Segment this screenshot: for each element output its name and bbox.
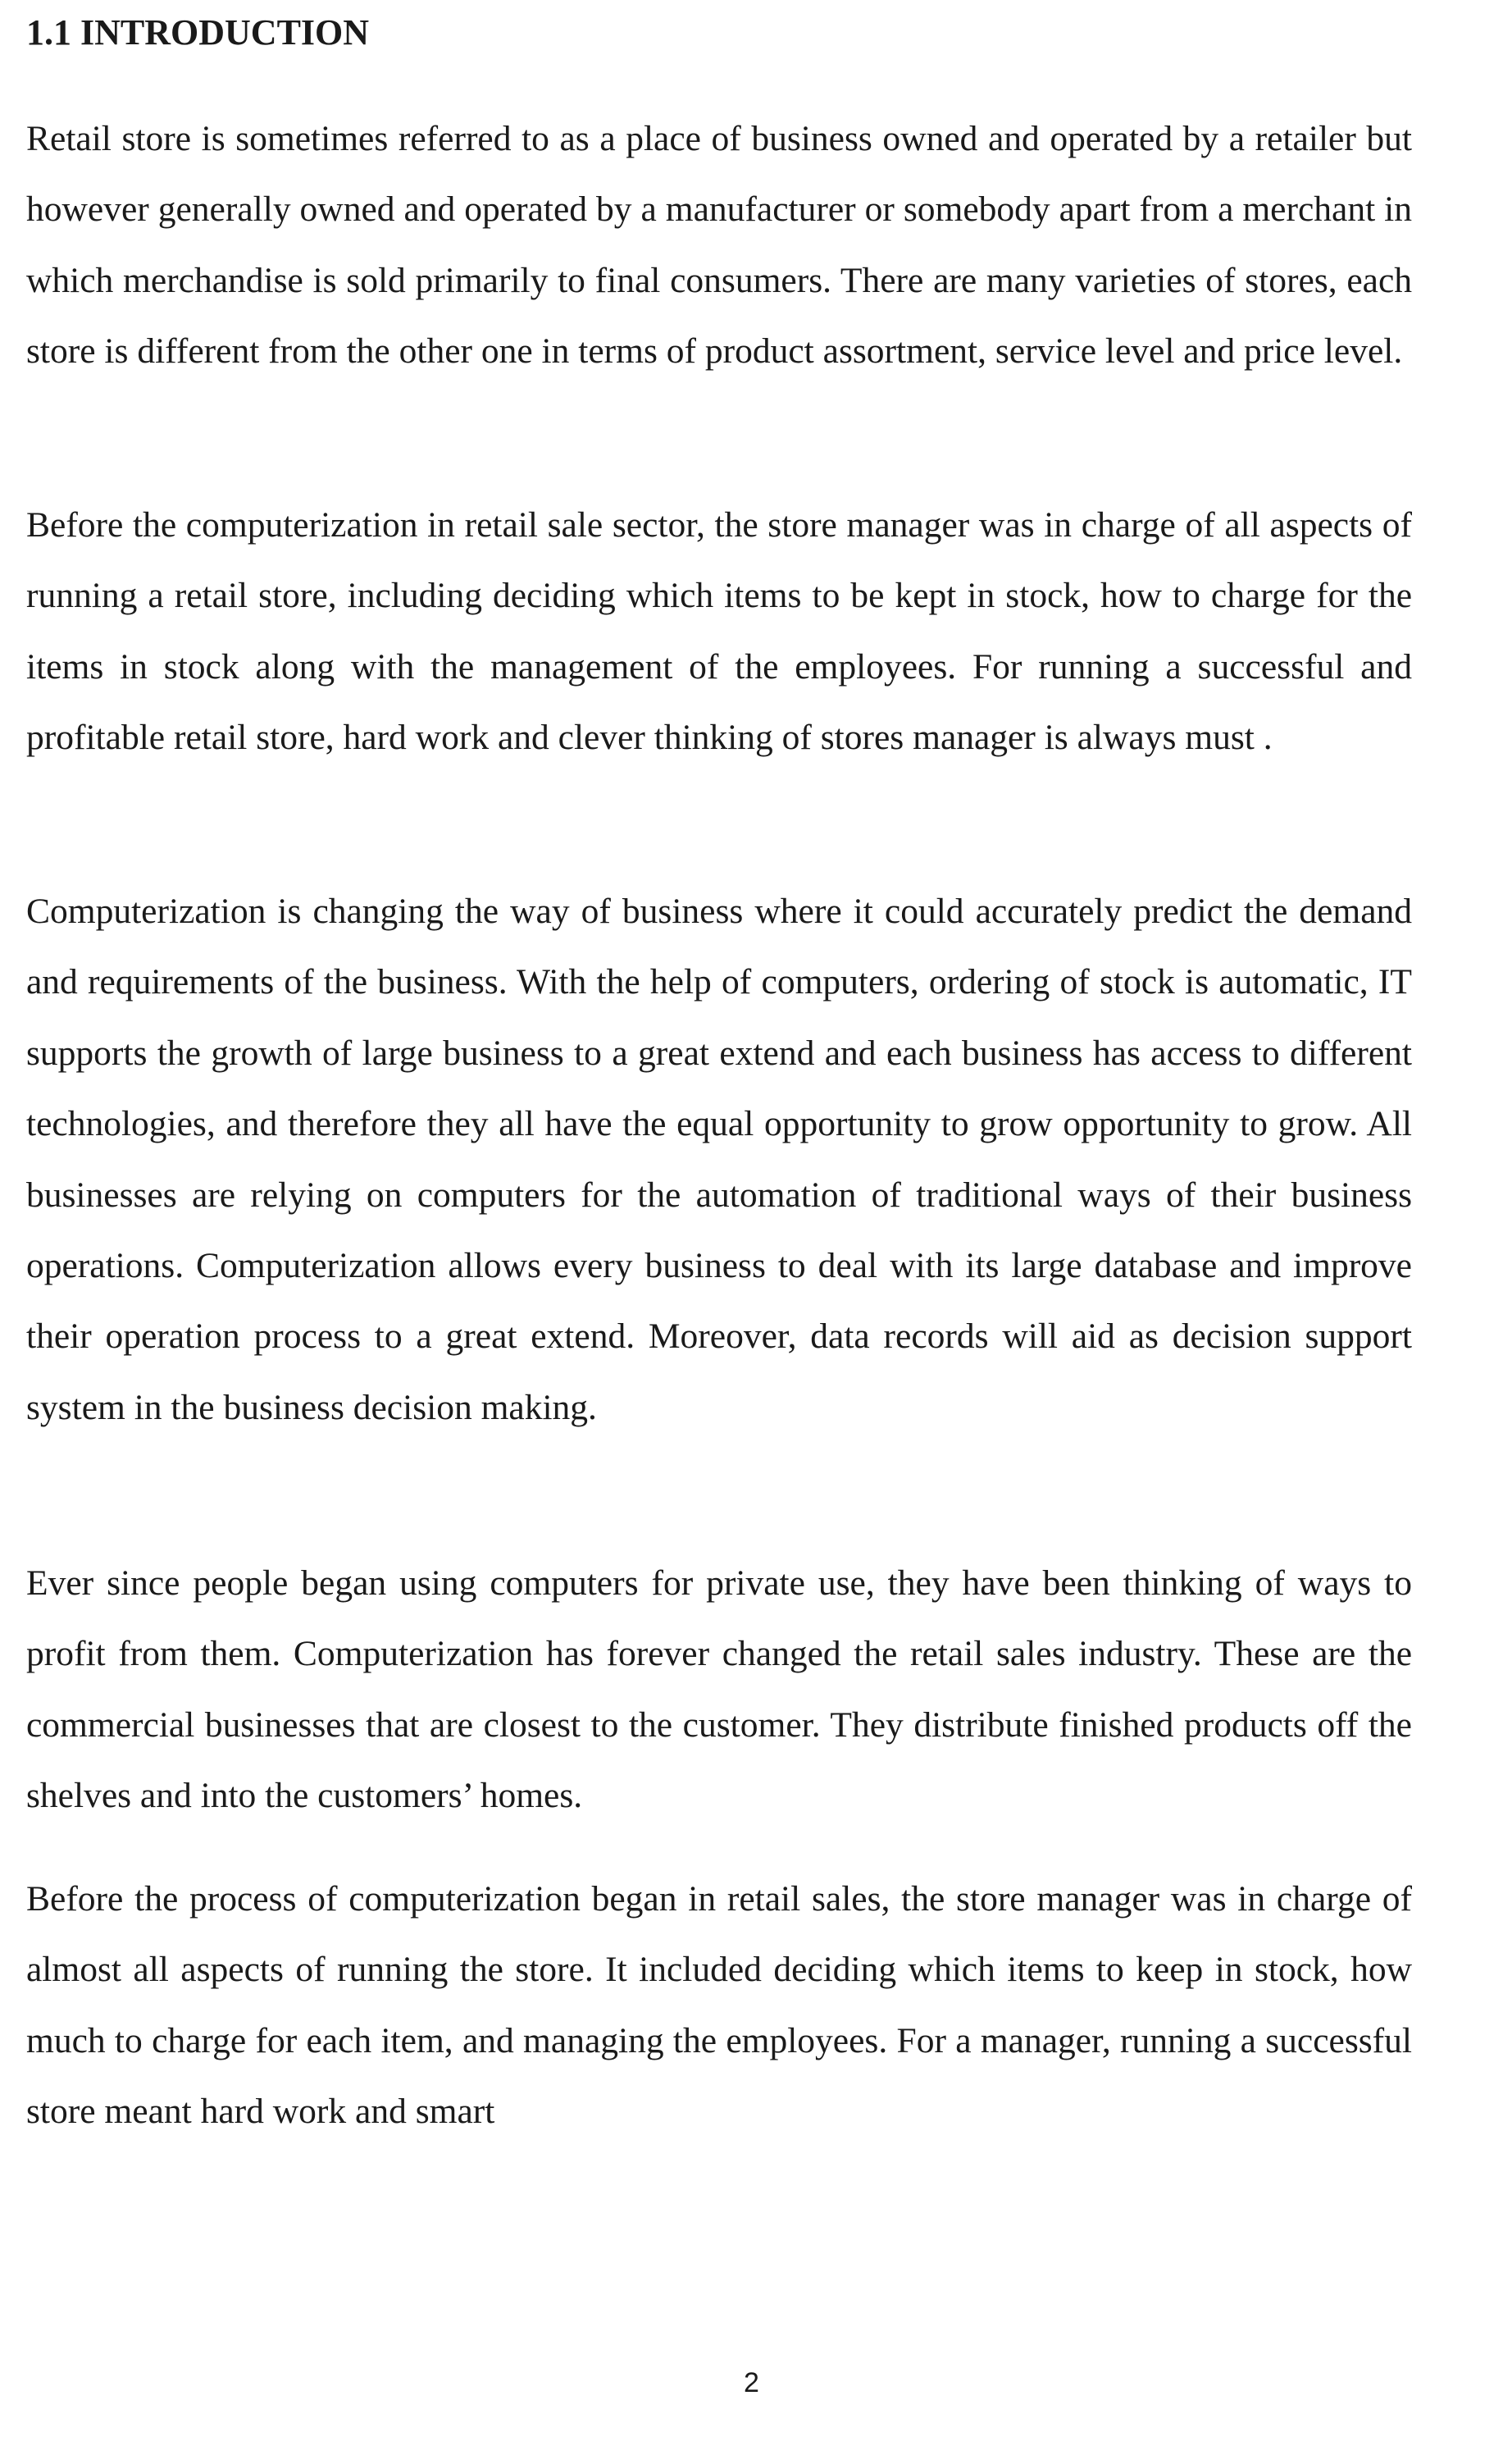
page-number: 2 bbox=[744, 2367, 759, 2398]
section-heading: 1.1 INTRODUCTION bbox=[26, 12, 370, 52]
paragraph-retail-store-definition: Retail store is sometimes referred to as a place of business owned and operated by a retailer but however generally owned and operated by a manufacturer or somebody apart from a merchant in which merchandise is sold primarily to final consumers. There are many varieties of stores, each store is different from the other one in terms of product assortment, service level and price level. bbox=[26, 119, 1412, 372]
paragraph-store-manager: Before the process of computerization began in retail sales, the store manager was in charge of almost all aspects of running the store. It included deciding which items to keep in stock, how much to charge for each item, and managing the employees. For a manager, running a successful store meant hard work and smart bbox=[26, 1879, 1412, 2132]
paragraph-computerization-changes: Computerization is changing the way of business where it could accurately predict the demand and requirements of the business. With the help of computers, ordering of stock is automatic, IT supports the growth of large business to a great extend and each business has access to different technologies, and therefore they all have the equal opportunity to grow opportunity to grow. All businesses are relying on computers for the automation of traditional ways of their business operations. Computerization allows every business to deal with its large database and improve their operation process to a great extend. Moreover, data records will aid as decision support system in the business decision making. bbox=[26, 892, 1412, 1427]
paragraph-before-computerization: Before the computerization in retail sale sector, the store manager was in charge of all aspects of running a retail store, including deciding which items to be kept in stock, how to charge for the items in stock along with the management of the employees. For running a successful and profitable retail store, hard work and clever thinking of stores manager is always must . bbox=[26, 505, 1412, 758]
paragraph-private-use: Ever since people began using computers for private use, they have been thinking of ways to profit from them. Computerization has forever changed the retail sales industry. These are the commercial businesses that are closest to the customer. They distribute finished products off the shelves and into the customers’ homes. bbox=[26, 1563, 1412, 1816]
